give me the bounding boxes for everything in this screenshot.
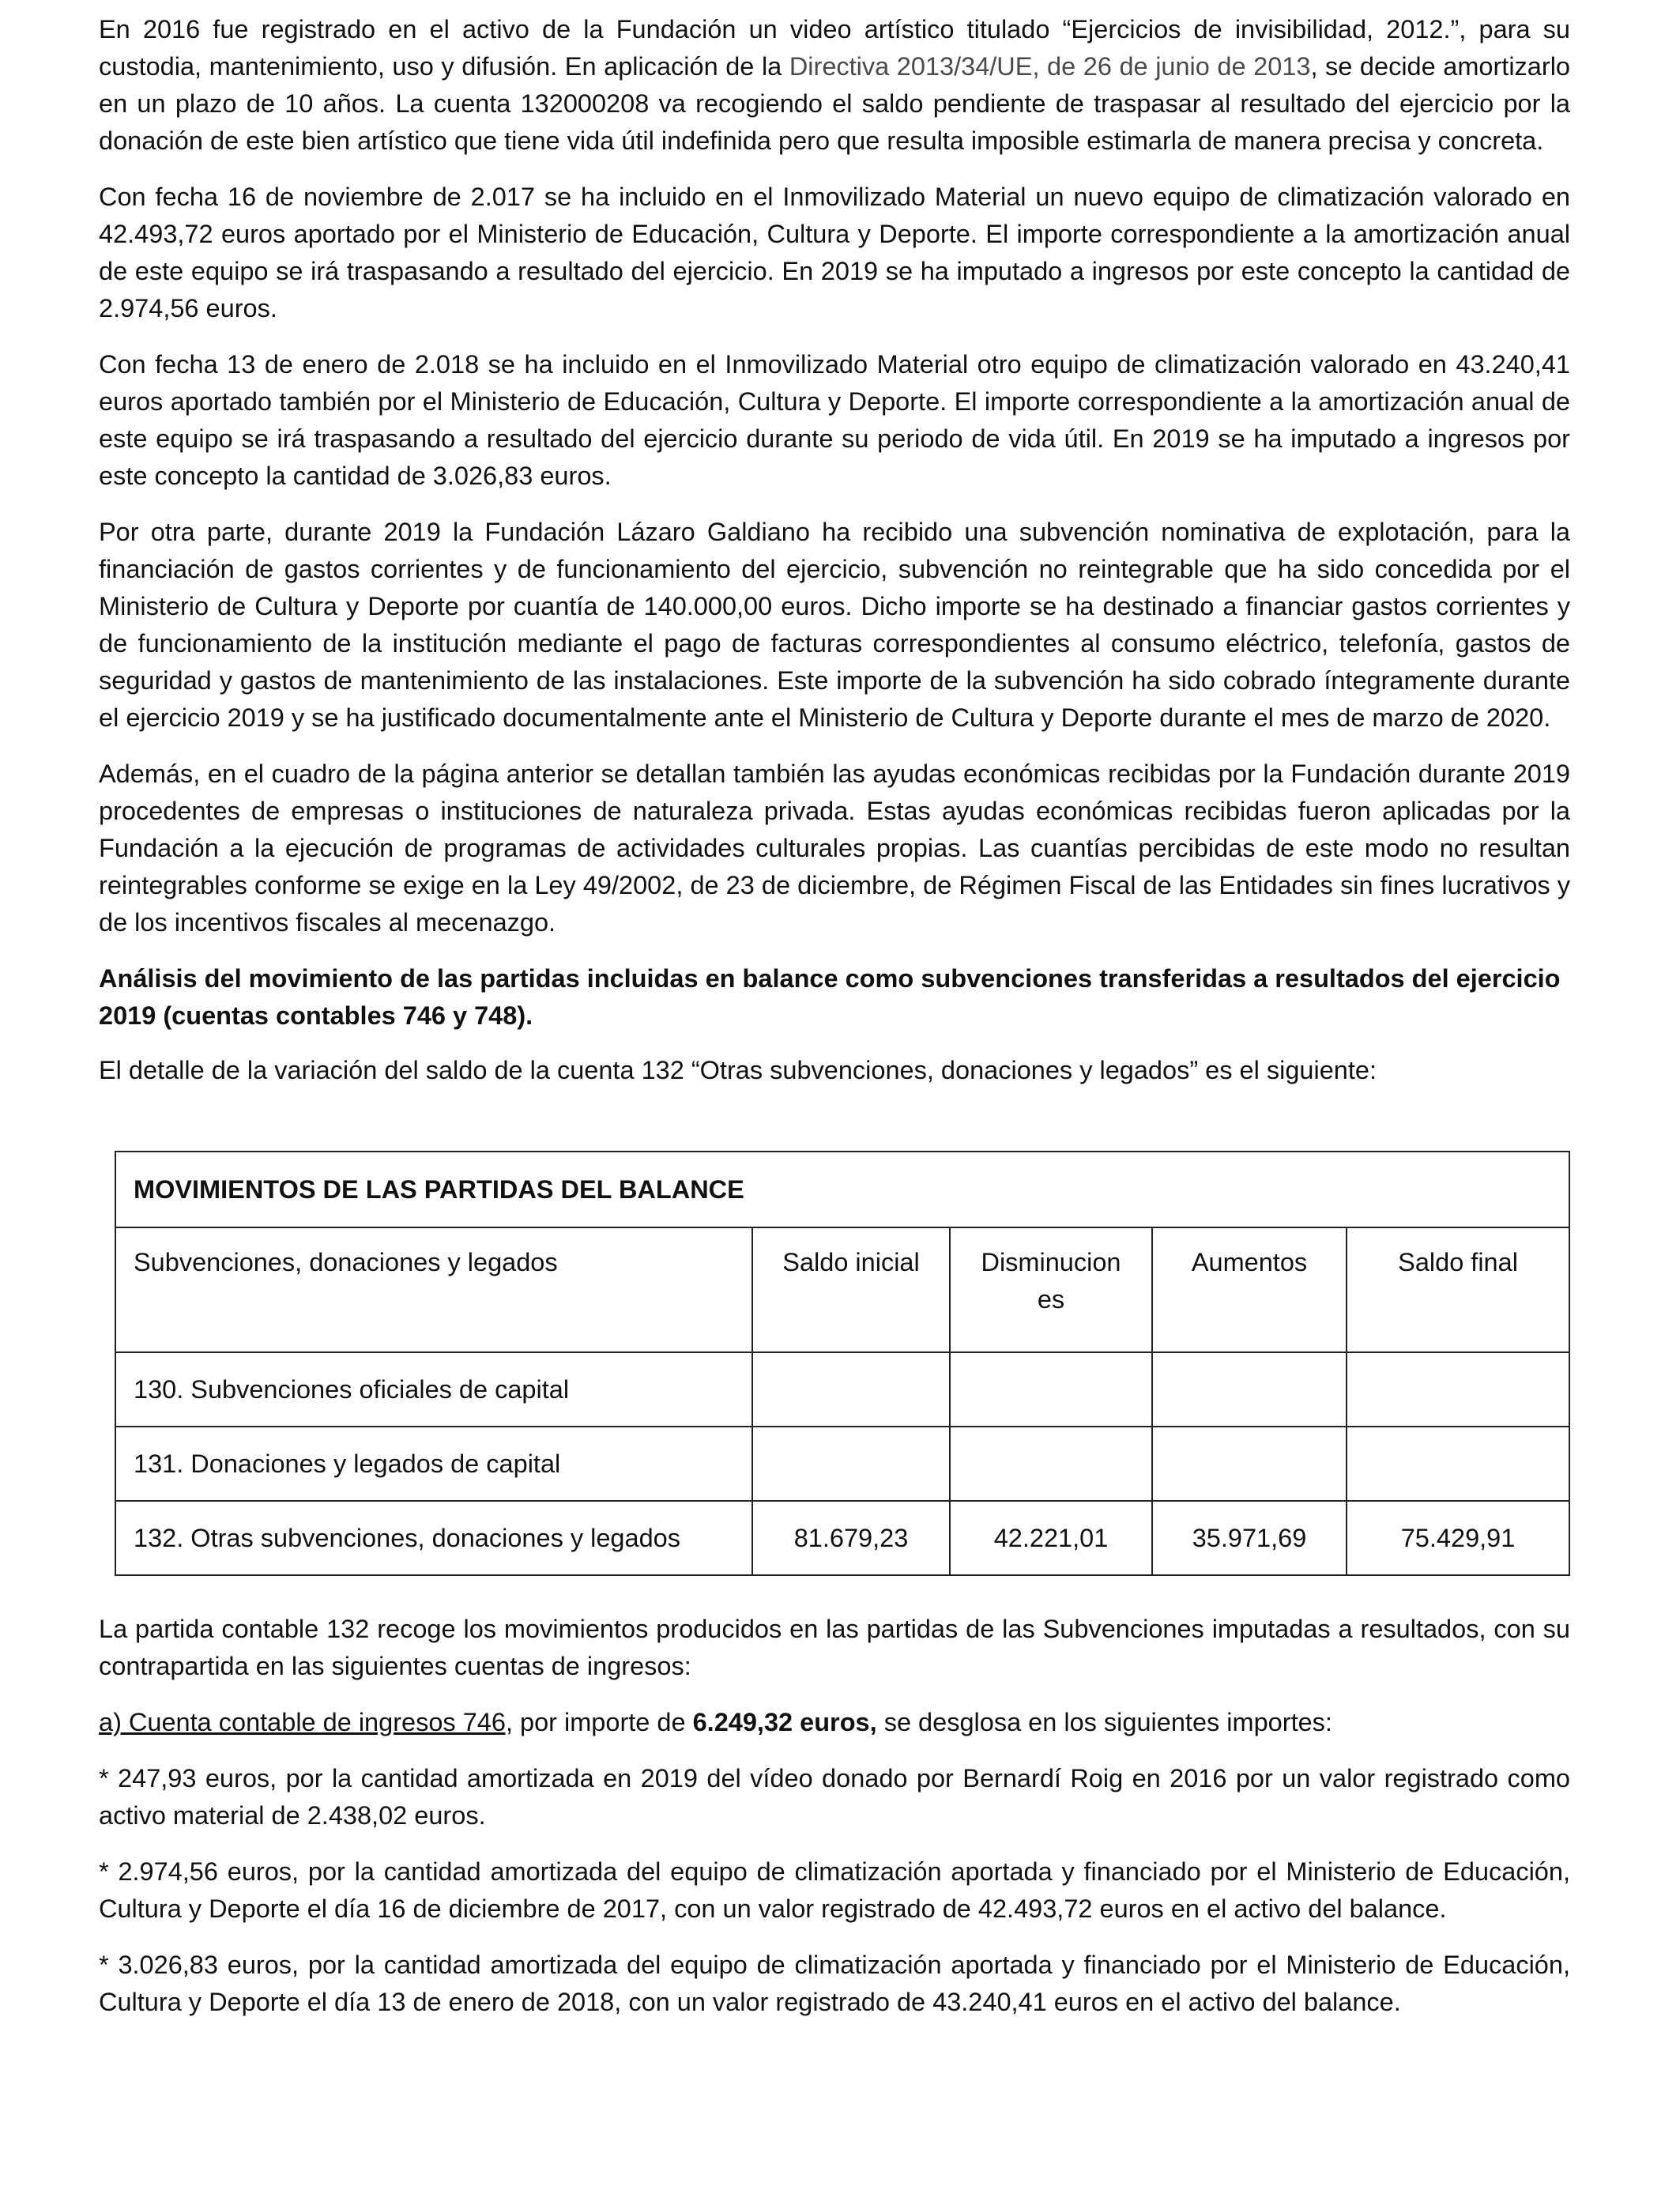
table-row xyxy=(115,1427,1569,1501)
balance-movements-table xyxy=(115,1151,1570,1576)
table-row xyxy=(115,1352,1569,1427)
paragraph-climatizacion-2017: Con fecha 16 de noviembre de 2.017 se ha incluido en el Inmovilizado Material un nuevo equipo de climatización valorado en 42.493,72 euros aportado por el Ministerio de Educación, Cultura y Deporte. El importe correspondiente a la amortización anual de este equipo se irá traspasando a resultado del ejercicio. En 2019 se ha imputado a ingresos por este concepto la cantidad de 2.974,56 euros. xyxy=(99,183,1570,322)
cuenta-746-end: se desglosa en los siguientes importes: xyxy=(876,1708,1332,1736)
paragraph-video-artistico xyxy=(99,11,1570,160)
column-header-disminuciones xyxy=(950,1227,1152,1352)
row-label: 130. Subvenciones oficiales de capital xyxy=(115,1352,752,1427)
cell-disminuciones xyxy=(950,1427,1152,1501)
cell-saldo-final xyxy=(1347,1427,1569,1501)
section-heading: Análisis del movimiento de las partidas incluidas en balance como subvenciones transferidas a resultados del ejercicio 2019 (cuentas contables 746 y 748). xyxy=(99,964,1561,1030)
row-label: 132. Otras subvenciones, donaciones y legados xyxy=(115,1501,752,1575)
paragraph-climatizacion-2018: Con fecha 13 de enero de 2.018 se ha incluido en el Inmovilizado Material otro equipo de climatización valorado en 43.240,41 euros aportado también por el Ministerio de Educación, Cultura y Deporte. El importe correspondiente a la amortización anual de este equipo se irá traspasando a resultado del ejercicio durante su periodo de vida útil. En 2019 se ha imputado a ingresos por este concepto la cantidad de 3.026,83 euros. xyxy=(99,350,1570,490)
bullet-climatizacion-2018: * 3.026,83 euros, por la cantidad amortizada del equipo de climatización aportada y financiado por el Ministerio de Educación, Cultura y Deporte el día 13 de enero de 2018, con un valor registrado de 43.240,41 euros en el activo del balance. xyxy=(99,1951,1570,2016)
cell-aumentos xyxy=(1152,1352,1347,1427)
column-header-concepto: Subvenciones, donaciones y legados xyxy=(115,1227,752,1352)
paragraph-subvencion-nominativa: Por otra parte, durante 2019 la Fundación Lázaro Galdiano ha recibido una subvención nominativa de explotación, para la financiación de gastos corrientes y de funcionamiento del ejercicio, subvención no reintegrable que ha sido concedida por el Ministerio de Cultura y Deporte por cuantía de 140.000,00 euros. Dicho importe se ha destinado a financiar gastos corrientes y de funcionamiento de la institución mediante el pago de facturas correspondientes al consumo eléctrico, telefonía, gastos de seguridad y gastos de mantenimiento de las instalaciones. Este importe de la subvención ha sido cobrado íntegramente durante el ejercicio 2019 y se ha justificado documentalmente ante el Ministerio de Cultura y Deporte durante el mes de marzo de 2020. xyxy=(99,518,1570,732)
paragraph-ayudas-privadas: Además, en el cuadro de la página anterior se detallan también las ayudas económicas recibidas por la Fundación durante 2019 procedentes de empresas o instituciones de naturaleza privada. Estas ayudas económicas recibidas fueron aplicadas por la Fundación a la ejecución de programas de actividades culturales propias. Las cuantías percibidas de este modo no resultan reintegrables conforme se exige en la Ley 49/2002, de 23 de diciembre, de Régimen Fiscal de las Entidades sin fines lucrativos y de los incentivos fiscales al mecenazgo. xyxy=(99,760,1570,937)
column-header-saldo-inicial: Saldo inicial xyxy=(752,1227,950,1352)
cuenta-746-amount: 6.249,32 euros, xyxy=(692,1708,877,1736)
cell-saldo-inicial: 81.679,23 xyxy=(752,1501,950,1575)
cell-disminuciones xyxy=(950,1352,1152,1427)
table-title: MOVIMIENTOS DE LAS PARTIDAS DEL BALANCE xyxy=(115,1152,1569,1227)
balance-table-container xyxy=(115,1151,1570,1576)
cuenta-746-label: a) Cuenta contable de ingresos 746, xyxy=(99,1708,513,1736)
document-page xyxy=(99,11,1570,2021)
cell-saldo-inicial xyxy=(752,1427,950,1501)
cell-disminuciones: 42.221,01 xyxy=(950,1501,1152,1575)
paragraph-detalle-cuenta-132: El detalle de la variación del saldo de la cuenta 132 “Otras subvenciones, donaciones y legados” es el siguiente: xyxy=(99,1056,1377,1084)
cell-saldo-inicial xyxy=(752,1352,950,1427)
directiva-reference: Directiva 2013/34/UE, de 26 de junio de 2013 xyxy=(789,52,1311,81)
column-header-aumentos: Aumentos xyxy=(1152,1227,1347,1352)
p1-text-after: , se decide amortizarlo en un plazo de 10 años. La cuenta 132000208 va recogiendo el saldo pendiente de traspasar al resultado del ejercicio por la donación de este bien artístico que tiene vida útil indefinida pero que resulta imposible estimarla de manera precisa y concreta. xyxy=(99,52,1570,155)
table-title-row xyxy=(115,1152,1569,1227)
cell-aumentos xyxy=(1152,1427,1347,1501)
cell-aumentos: 35.971,69 xyxy=(1152,1501,1347,1575)
bullet-video-amortizado: * 247,93 euros, por la cantidad amortizada en 2019 del vídeo donado por Bernardí Roig en 2016 por un valor registrado como activo material de 2.438,02 euros. xyxy=(99,1764,1570,1830)
disminuciones-header-text: Disminuciones xyxy=(981,1248,1121,1314)
bullet-climatizacion-2017: * 2.974,56 euros, por la cantidad amortizada del equipo de climatización aportada y financiado por el Ministerio de Educación, Cultura y Deporte el día 16 de diciembre de 2017, con un valor registrado de 42.493,72 euros en el activo del balance. xyxy=(99,1857,1570,1923)
cuenta-746-middle: por importe de xyxy=(512,1708,693,1736)
cell-saldo-final xyxy=(1347,1352,1569,1427)
table-header-row xyxy=(115,1227,1569,1352)
p1-text-before: En 2016 fue registrado en el activo de la Fundación un video artístico titulado “Ejercicios de invisibilidad, 2012.”, para su custodia, mantenimiento, uso y difusión. En aplicación de la xyxy=(99,15,1570,81)
row-label: 131. Donaciones y legados de capital xyxy=(115,1427,752,1501)
cell-saldo-final: 75.429,91 xyxy=(1347,1501,1569,1575)
column-header-saldo-final: Saldo final xyxy=(1347,1227,1569,1352)
paragraph-partida-132: La partida contable 132 recoge los movimientos producidos en las partidas de las Subvenciones imputadas a resultados, con su contrapartida en las siguientes cuentas de ingresos: xyxy=(99,1615,1570,1680)
table-row xyxy=(115,1501,1569,1575)
paragraph-cuenta-746 xyxy=(99,1704,1570,1741)
